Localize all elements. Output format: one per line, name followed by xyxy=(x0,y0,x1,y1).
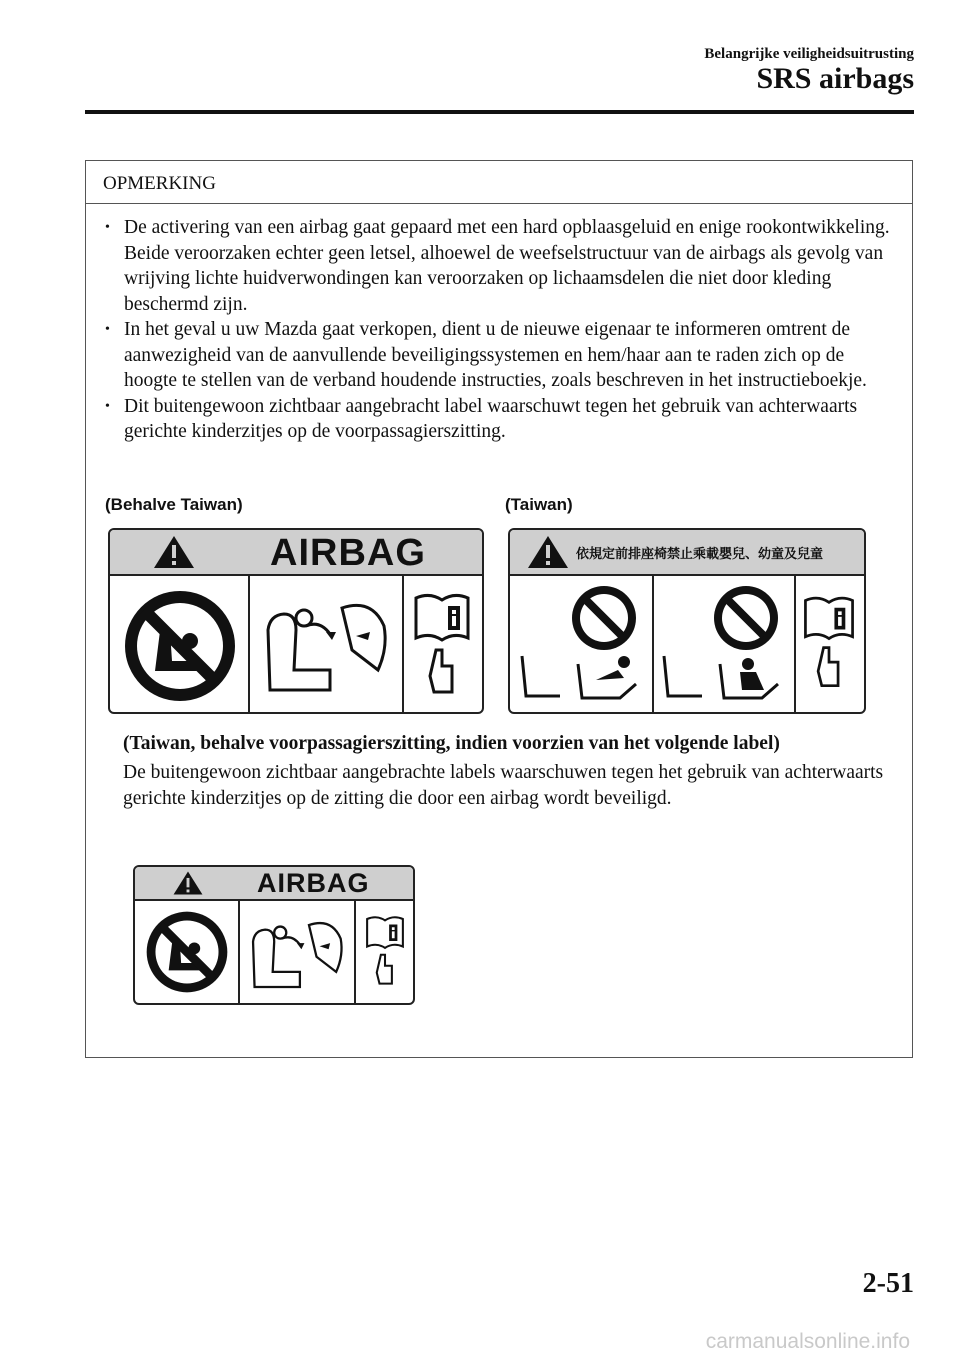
subsection-body: De buitengewoon zichtbaar aangebrachte labels waarschuwen tegen het gebruik van achterwaarts gerichte kinderzitjes op de zitting die door een airbag wordt beveiligd. xyxy=(123,762,884,809)
watermark: carmanualsonline.info xyxy=(705,1330,910,1353)
page-number: 2-51 xyxy=(862,1268,914,1299)
manual-book-icon xyxy=(410,590,474,702)
label-caption-except-taiwan: (Behalve Taiwan) xyxy=(105,495,243,514)
label-header xyxy=(135,867,413,901)
airbag-warning-label-small xyxy=(133,865,415,1005)
airbag-title: AIRBAG xyxy=(270,532,426,574)
note-bullet: • De activering van een airbag gaat gepaard met een hard opblaasgeluid en enige rookontwikkeling. Beide veroorzaken echter geen letsel, alhoewel de weefselstructuur van de airbags als gevolg van wrijving lichte huidverwondingen kan veroorzaken op lichaamsdelen die niet door kleding beschermd zijn. xyxy=(102,215,902,317)
warning-triangle-icon xyxy=(152,534,196,570)
no-rear-facing-seat-icon xyxy=(516,580,650,708)
taiwan-label-title: 依規定前排座椅禁止乘載嬰兒、幼童及兒童 xyxy=(576,547,824,562)
airbag-title: AIRBAG xyxy=(257,868,370,898)
label-header xyxy=(110,530,482,576)
label-header xyxy=(510,530,864,576)
note-bullet: • In het geval u uw Mazda gaat verkopen, dient u de nieuwe eigenaar te informeren omtrent de aanwezigheid van de aanvullende beveiligingssystemen en hem/haar aan te raden zich op de hoogte te stellen van de verband houdende instructies, zoals beschreven in het instructieboekje. xyxy=(102,317,902,394)
no-forward-facing-seat-icon xyxy=(658,580,792,708)
warning-triangle-icon xyxy=(171,870,205,896)
note-divider xyxy=(86,203,912,204)
header-divider xyxy=(85,110,914,114)
warning-triangle-icon xyxy=(526,534,570,570)
note-bullet-list xyxy=(102,215,902,445)
airbag-warning-label xyxy=(108,528,484,714)
no-child-seat-icon xyxy=(143,908,231,996)
airbag-deploy-icon xyxy=(260,590,395,700)
label-caption-taiwan: (Taiwan) xyxy=(505,495,573,514)
manual-book-icon xyxy=(363,909,407,995)
taiwan-warning-label xyxy=(508,528,866,714)
note-bullet: • Dit buitengewoon zichtbaar aangebracht label waarschuwt tegen het gebruik van achterwaarts gerichte kinderzitjes op de voorpassagierszitting. xyxy=(102,394,902,445)
airbag-deploy-icon xyxy=(247,911,349,995)
note-title: OPMERKING xyxy=(103,173,216,194)
no-child-seat-icon xyxy=(120,586,240,706)
section-label: Belangrijke veiligheidsuitrusting xyxy=(704,46,914,62)
manual-book-icon xyxy=(800,588,858,700)
page-title: SRS airbags xyxy=(756,62,914,95)
subsection-heading: (Taiwan, behalve voorpassagierszitting, indien voorzien van het volgende label) xyxy=(123,733,780,754)
